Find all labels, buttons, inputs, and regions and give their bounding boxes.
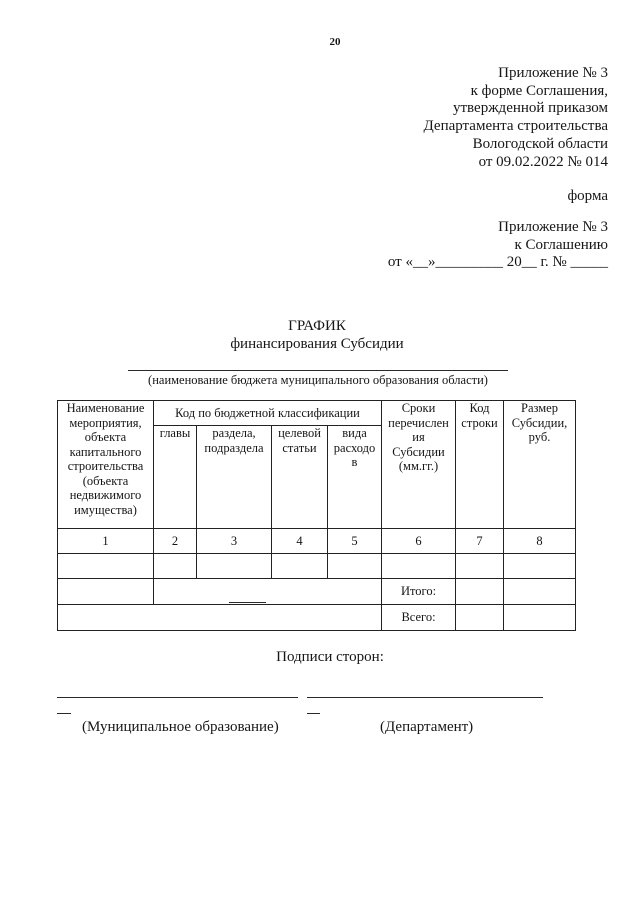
approval-line: Департамента строительства	[423, 118, 608, 135]
budget-name-line	[128, 370, 508, 371]
signature-dash-left	[57, 713, 71, 714]
budget-name-caption: (наименование бюджета муниципального образования области)	[148, 373, 488, 387]
signatures-heading: Подписи сторон:	[276, 649, 384, 665]
header-transfer-dates: Сроки перечислен ия Субсидии (мм.гг.)	[382, 401, 456, 529]
table-cell-empty	[504, 579, 576, 605]
signature-caption-municipality: (Муниципальное образование)	[82, 719, 279, 735]
total-row	[58, 579, 576, 605]
signature-line-right	[307, 697, 543, 698]
total-label: Итого:	[382, 579, 456, 605]
table-cell-empty	[456, 554, 504, 579]
header-subsidy-amount: Размер Субсидии, руб.	[504, 401, 576, 529]
column-number: 8	[504, 529, 576, 554]
column-number: 5	[328, 529, 382, 554]
table-cell-empty	[154, 579, 382, 605]
appendix-title: Приложение № 3	[498, 219, 608, 235]
document-title: ГРАФИК	[288, 318, 346, 334]
table-cell-empty	[328, 554, 382, 579]
table-cell-empty	[504, 605, 576, 631]
header-budget-code-group: Код по бюджетной классификации	[154, 401, 382, 426]
table-cell-empty	[456, 605, 504, 631]
table-cell-empty	[154, 554, 197, 579]
table-cell-empty	[58, 579, 154, 605]
header-object-name: Наименование мероприятия, объекта капитального строительства (объекта недвижимого имущества)	[58, 401, 154, 529]
header-section: раздела, подраздела	[197, 426, 272, 529]
page-number: 20	[329, 36, 341, 48]
column-number: 1	[58, 529, 154, 554]
appendix-date-number-line: от «__»_________ 20__ г. № _____	[387, 254, 608, 270]
column-number: 3	[197, 529, 272, 554]
column-number: 7	[456, 529, 504, 554]
approval-line: утвержденной приказом	[452, 100, 608, 117]
form-label: форма	[567, 188, 608, 204]
signature-line-left	[57, 697, 298, 698]
table-cell-empty	[456, 579, 504, 605]
signature-caption-department: (Департамент)	[380, 719, 474, 735]
table-cell-empty	[272, 554, 328, 579]
header-line-code: Код строки	[456, 401, 504, 529]
stray-line-mark	[229, 602, 266, 603]
appendix-subtitle: к Соглашению	[514, 236, 608, 253]
column-number-row	[58, 529, 576, 554]
approval-line: Вологодской области	[472, 135, 608, 152]
table-cell-empty	[58, 605, 382, 631]
table-cell-empty	[504, 554, 576, 579]
table-cell-empty	[197, 554, 272, 579]
approval-line: к форме Соглашения,	[470, 82, 608, 99]
column-number: 6	[382, 529, 456, 554]
column-number: 2	[154, 529, 197, 554]
column-number: 4	[272, 529, 328, 554]
grand-total-row	[58, 605, 576, 631]
header-target-article: целевой статьи	[272, 426, 328, 529]
approval-line: Приложение № 3	[498, 65, 608, 81]
table-cell-empty	[58, 554, 154, 579]
document-title-block	[57, 317, 577, 353]
header-expense-type: вида расходо в	[328, 426, 382, 529]
table-header-row	[58, 401, 576, 426]
financing-schedule-table	[57, 400, 576, 631]
approval-line: от 09.02.2022 № 014	[478, 153, 608, 170]
document-subtitle: финансирования Субсидии	[230, 336, 404, 352]
header-chapter: главы	[154, 426, 197, 529]
grand-total-label: Всего:	[382, 605, 456, 631]
agreement-appendix-block	[388, 219, 608, 272]
signature-dash-right	[307, 713, 320, 714]
table-row	[58, 554, 576, 579]
table-cell-empty	[382, 554, 456, 579]
approval-block	[424, 65, 609, 171]
